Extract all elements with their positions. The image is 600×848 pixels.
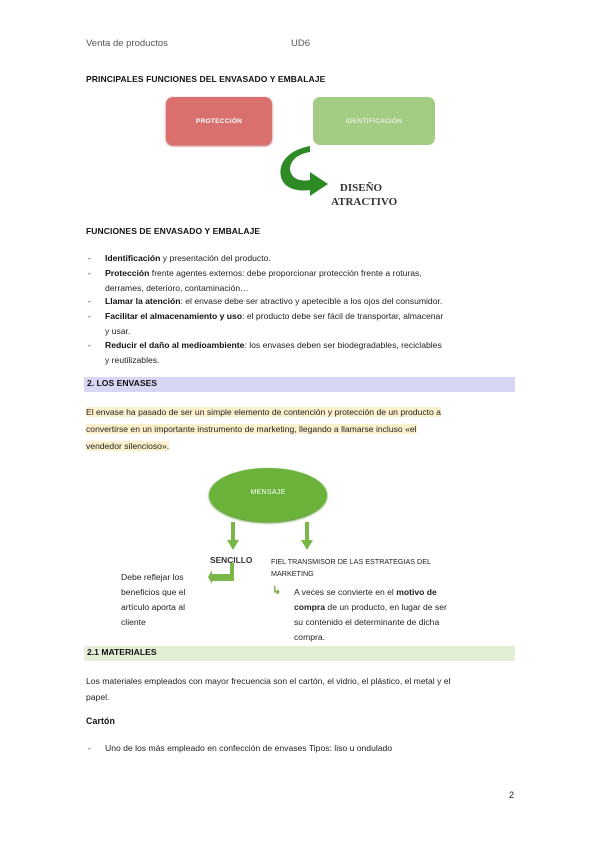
down-arrow-right-icon (300, 522, 314, 552)
item-text: : los envases deben ser biodegradables, reciclables (244, 340, 442, 350)
section-title-functions: PRINCIPALES FUNCIONES DEL ENVASADO Y EMBALAJE (86, 74, 326, 84)
list-item: - Facilitar el almacenamiento y uso: el producto debe ser fácil de transportar, almacenar y usar. (88, 311, 444, 336)
curved-arrow-icon (270, 140, 335, 200)
item-text: y presentación del producto. (160, 253, 271, 263)
design-label-line2: ATRACTIVO (331, 196, 398, 208)
item-text: Uno de los más empleado en confección de envases Tipos: liso u ondulado (105, 743, 393, 753)
protection-box (166, 97, 272, 145)
section-band-envases (84, 377, 515, 392)
desc-bold: compra (294, 602, 326, 612)
paragraph-line: El envase ha pasado de ser un simple elemento de contención y protección de un producto a (86, 407, 441, 417)
desc-text: A veces se convierte en el (294, 587, 397, 597)
identification-label: IDENTIFICACIÓN (345, 118, 403, 125)
list-item: - Identificación y presentación del producto. (88, 253, 271, 263)
section-title-materials: 2.1 MATERIALES (87, 647, 157, 657)
section-title-envases: 2. LOS ENVASES (87, 378, 158, 388)
list-item: - Reducir el daño al medioambiente: los envases deben ser biodegradables, reciclables y reutilizables. (88, 340, 442, 365)
item-text: : el envase debe ser atractivo y apetecible a los ojos del consumidor. (180, 296, 443, 306)
identification-box (313, 97, 435, 145)
desc-text: su contenido el determinante de dicha (294, 617, 440, 627)
paragraph-line: Los materiales empleados con mayor frecuencia son el cartón, el vidrio, el plástico, el metal y el (86, 676, 451, 686)
design-label (331, 181, 398, 209)
item-text-cont: y reutilizables. (105, 355, 160, 365)
item-text: : el producto debe ser fácil de transportar, almacenar (242, 311, 444, 321)
simple-description-line: cliente (121, 617, 146, 627)
section-band-materials (84, 646, 515, 661)
desc-text: compra. (294, 632, 326, 642)
design-label-line1: DISEÑO (339, 182, 383, 194)
faithful-label-line2: MARKETING (271, 569, 314, 578)
simple-description-line: beneficios que el (121, 587, 186, 597)
item-text: frente agentes externos: debe proporcionar protección frente a roturas, (149, 268, 422, 278)
simple-description-line: Debe reflejar los (121, 572, 184, 582)
subtitle-carton: Cartón (86, 716, 115, 726)
faithful-description (294, 585, 494, 645)
list-item: - Uno de los más empleado en confección de envases Tipos: liso u ondulado (88, 743, 393, 753)
simple-description-line: artículo aporta al (121, 602, 186, 612)
faithful-label-line1: FIEL TRANSMISOR DE LAS ESTRATEGIAS DEL (271, 557, 432, 566)
item-bold: Identificación (105, 253, 161, 263)
simple-description (121, 570, 201, 630)
list-item: - Protección frente agentes externos: debe proporcionar protección frente a roturas, derrames, deterioro, contaminación… (88, 268, 422, 293)
return-arrow-icon: ↳ (272, 585, 282, 597)
item-bold: Llamar la atención (105, 296, 181, 306)
desc-bold: motivo de (396, 587, 437, 597)
desc-text: de un producto, en lugar de ser (325, 602, 447, 612)
page-number: 2 (509, 790, 515, 800)
header-title: Venta de productos (86, 38, 168, 49)
header-unit: UD6 (291, 38, 311, 49)
bent-arrow-icon (208, 563, 236, 585)
materials-paragraph (86, 673, 516, 705)
paragraph-line: vendedor silencioso». (86, 441, 170, 451)
section-title-packaging-functions: FUNCIONES DE ENVASADO Y EMBALAJE (86, 226, 261, 236)
down-arrow-left-icon (226, 522, 240, 552)
message-label: MENSAJE (250, 489, 286, 496)
protection-label: PROTECCIÓN (195, 118, 243, 125)
simple-label: SENCILLO (210, 555, 253, 565)
item-bold: Protección (105, 268, 150, 278)
item-bold: Facilitar el almacenamiento y uso (105, 311, 243, 321)
item-text-cont: y usar. (105, 326, 131, 336)
paragraph-line: convertirse en un importante instrumento de marketing, llegando a llamarse incluso «el (86, 424, 417, 434)
list-item: - Llamar la atención: el envase debe ser atractivo y apetecible a los ojos del consumidor. (88, 296, 443, 306)
arrow-shape (280, 146, 328, 196)
intro-paragraph (86, 404, 516, 455)
paragraph-line: papel. (86, 692, 110, 702)
item-bold: Reducir el daño al medioambiente (105, 340, 245, 350)
faithful-label (271, 556, 431, 580)
item-text-cont: derrames, deterioro, contaminación… (105, 283, 249, 293)
